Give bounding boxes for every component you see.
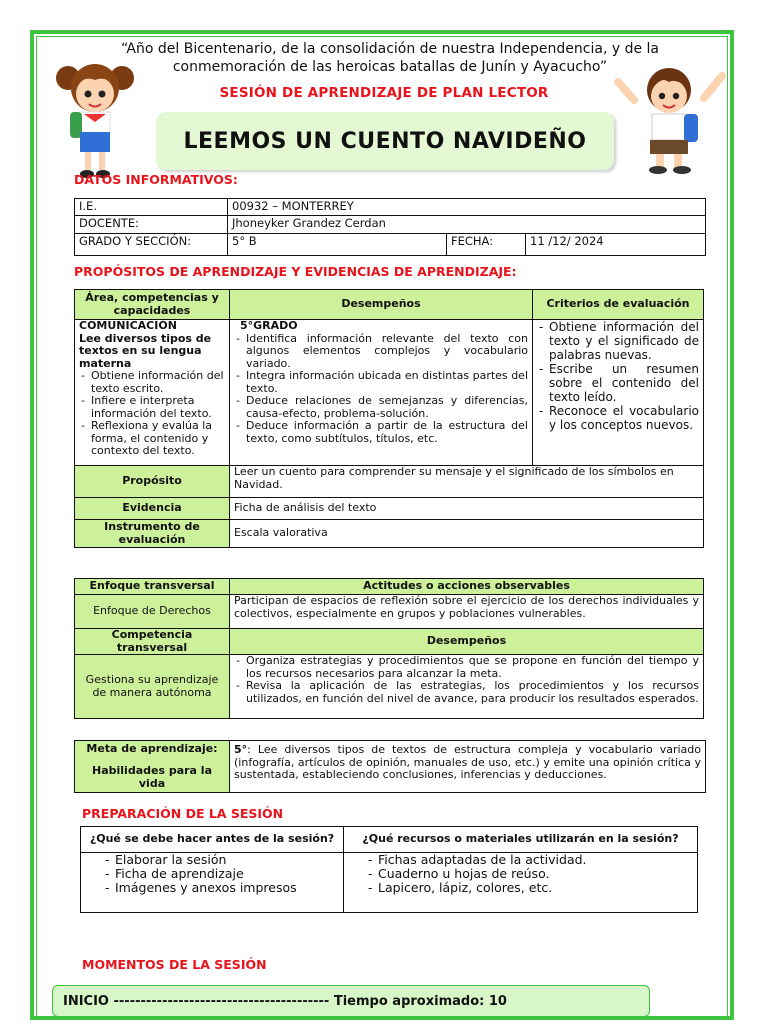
enfoque-table	[74, 578, 704, 719]
meta-text: : Lee diversos tipos de textos de estructura compleja y vocabulario variado (infografía, artículos de opinión, manuales de uso, etc.) y emite una opinión crítica y sustentada, estableciendo conclusiones, inferencias y deducciones.	[234, 743, 701, 781]
list-item: - Organiza estrategias y procedimientos que se propone en función del tiempo y los recursos necesarios para alcanzar la meta.	[246, 655, 699, 680]
recursos-header: ¿Qué recursos o materiales utilizarán en la sesión?	[344, 827, 698, 853]
propositos-table	[74, 289, 704, 548]
list-item: - Reconoce el vocabulario y los conceptos nuevos.	[549, 404, 699, 432]
datos-table	[74, 198, 706, 256]
list-item: - Obtiene información del texto y el significado de palabras nuevas.	[549, 320, 699, 362]
ie-label: I.E.	[75, 199, 228, 216]
list-item: - Imágenes y anexos impresos	[115, 881, 339, 895]
list-item: - Integra información ubicada en distintas partes del texto.	[246, 370, 528, 395]
meta-grade: 5°	[234, 743, 248, 756]
list-item: - Revisa la aplicación de las estrategias, los procedimientos y los recursos utilizados, en función del nivel de avance, para producir los resultados esperados.	[246, 680, 699, 705]
desempenos-cell	[230, 320, 533, 466]
meta-text-cell	[230, 741, 706, 793]
list-item: - Infiere e interpreta información del texto.	[91, 395, 225, 420]
list-item: - Deduce relaciones de semejanzas y diferencias, causa-efecto, problema-solución.	[246, 395, 528, 420]
momentos-section-label: MOMENTOS DE LA SESIÓN	[82, 957, 267, 972]
criterios-cell	[533, 320, 704, 466]
list-item: - Identifica información relevante del texto con algunos elementos complejos y vocabulario variado.	[246, 333, 528, 371]
official-year-quote: “Año del Bicentenario, de la consolidación de nuestra Independencia, y de la conmemoración de las heroicas batallas de Junín y Ayacucho”	[120, 41, 660, 75]
meta-labels-cell	[75, 741, 230, 793]
preparacion-section-label: PREPARACIÓN DE LA SESIÓN	[82, 806, 284, 821]
recursos-list	[378, 853, 693, 895]
list-item: - Obtiene información del texto escrito.	[91, 370, 225, 395]
list-item: - Lapicero, lápiz, colores, etc.	[378, 881, 693, 895]
desempenos-transversal-cell	[230, 655, 704, 719]
actitudes-value: Participan de espacios de reflexión sobre el ejercicio de los derechos individuales y colectivos, especialmente en grupos y poblaciones vulnerables.	[230, 595, 704, 629]
proposito-value: Leer un cuento para comprender su mensaje y el significado de los símbolos en Navidad.	[230, 466, 704, 498]
antes-cell	[81, 853, 344, 913]
list-item: - Deduce información a partir de la estructura del texto, como subtítulos, títulos, etc.	[246, 420, 528, 445]
docente-label: DOCENTE:	[75, 216, 228, 234]
grado-value: 5° B	[228, 234, 447, 256]
area-name: COMUNICACIÓN	[79, 319, 177, 332]
desempenos-list	[234, 333, 528, 446]
proposito-label: Propósito	[75, 466, 230, 498]
preparacion-table	[80, 826, 698, 913]
area-cell	[75, 320, 230, 466]
fecha-label: FECHA:	[447, 234, 526, 256]
criterios-list	[537, 320, 699, 432]
competencia-transversal-value: Gestiona su aprendizaje de manera autónoma	[75, 655, 230, 719]
grado-heading: 5°GRADO	[240, 319, 298, 332]
fecha-value: 11 /12/ 2024	[526, 234, 706, 256]
actitudes-header: Actitudes o acciones observables	[230, 579, 704, 595]
list-item: - Ficha de aprendizaje	[115, 867, 339, 881]
list-item: - Escribe un resumen sobre el contenido del texto leído.	[549, 362, 699, 404]
instrumento-value: Escala valorativa	[230, 520, 704, 548]
evidencia-value: Ficha de análisis del texto	[230, 498, 704, 520]
ie-value: 00932 – MONTERREY	[228, 199, 706, 216]
instrumento-label: Instrumento de evaluación	[75, 520, 230, 548]
capacidades-list	[79, 370, 225, 458]
title-box	[156, 112, 614, 170]
evidencia-label: Evidencia	[75, 498, 230, 520]
enfoque-value: Enfoque de Derechos	[75, 595, 230, 629]
competencia-transversal-header: Competencia transversal	[75, 629, 230, 655]
list-item: - Cuaderno u hojas de reúso.	[378, 867, 693, 881]
desempenos-transversal-list	[234, 655, 699, 705]
recursos-cell	[344, 853, 698, 913]
col-area-header: Área, competencias y capacidades	[75, 290, 230, 320]
session-type-title: SESIÓN DE APRENDIZAJE DE PLAN LECTOR	[219, 85, 549, 101]
col-criterios-header: Criterios de evaluación	[533, 290, 704, 320]
list-item: - Reflexiona y evalúa la forma, el contenido y contexto del texto.	[91, 420, 225, 458]
antes-header: ¿Qué se debe hacer antes de la sesión?	[81, 827, 344, 853]
meta-table	[74, 740, 706, 793]
list-item: - Elaborar la sesión	[115, 853, 339, 867]
desempenos-transversal-header: Desempeños	[230, 629, 704, 655]
datos-section-label: DATOS INFORMATIVOS:	[74, 172, 238, 187]
list-item: - Fichas adaptadas de la actividad.	[378, 853, 693, 867]
antes-list	[115, 853, 339, 895]
habilidades-label: Habilidades para la vida	[92, 764, 212, 790]
enfoque-header: Enfoque transversal	[75, 579, 230, 595]
docente-value: Jhoneyker Grandez Cerdan	[228, 216, 706, 234]
propositos-section-label: PROPÓSITOS DE APRENDIZAJE Y EVIDENCIAS DE APRENDIZAJE:	[74, 264, 517, 279]
grado-label: GRADO Y SECCIÓN:	[75, 234, 228, 256]
meta-label: Meta de aprendizaje:	[86, 741, 218, 755]
col-desempenos-header: Desempeños	[230, 290, 533, 320]
inicio-bar: INICIO ---------------------------------------- Tiempo aproximado: 10	[52, 985, 650, 1017]
competencia-name: Lee diversos tipos de textos en su lengua materna	[79, 331, 212, 370]
page-title: LEEMOS UN CUENTO NAVIDEÑO	[183, 128, 587, 154]
boy-student-illustration	[612, 62, 728, 176]
